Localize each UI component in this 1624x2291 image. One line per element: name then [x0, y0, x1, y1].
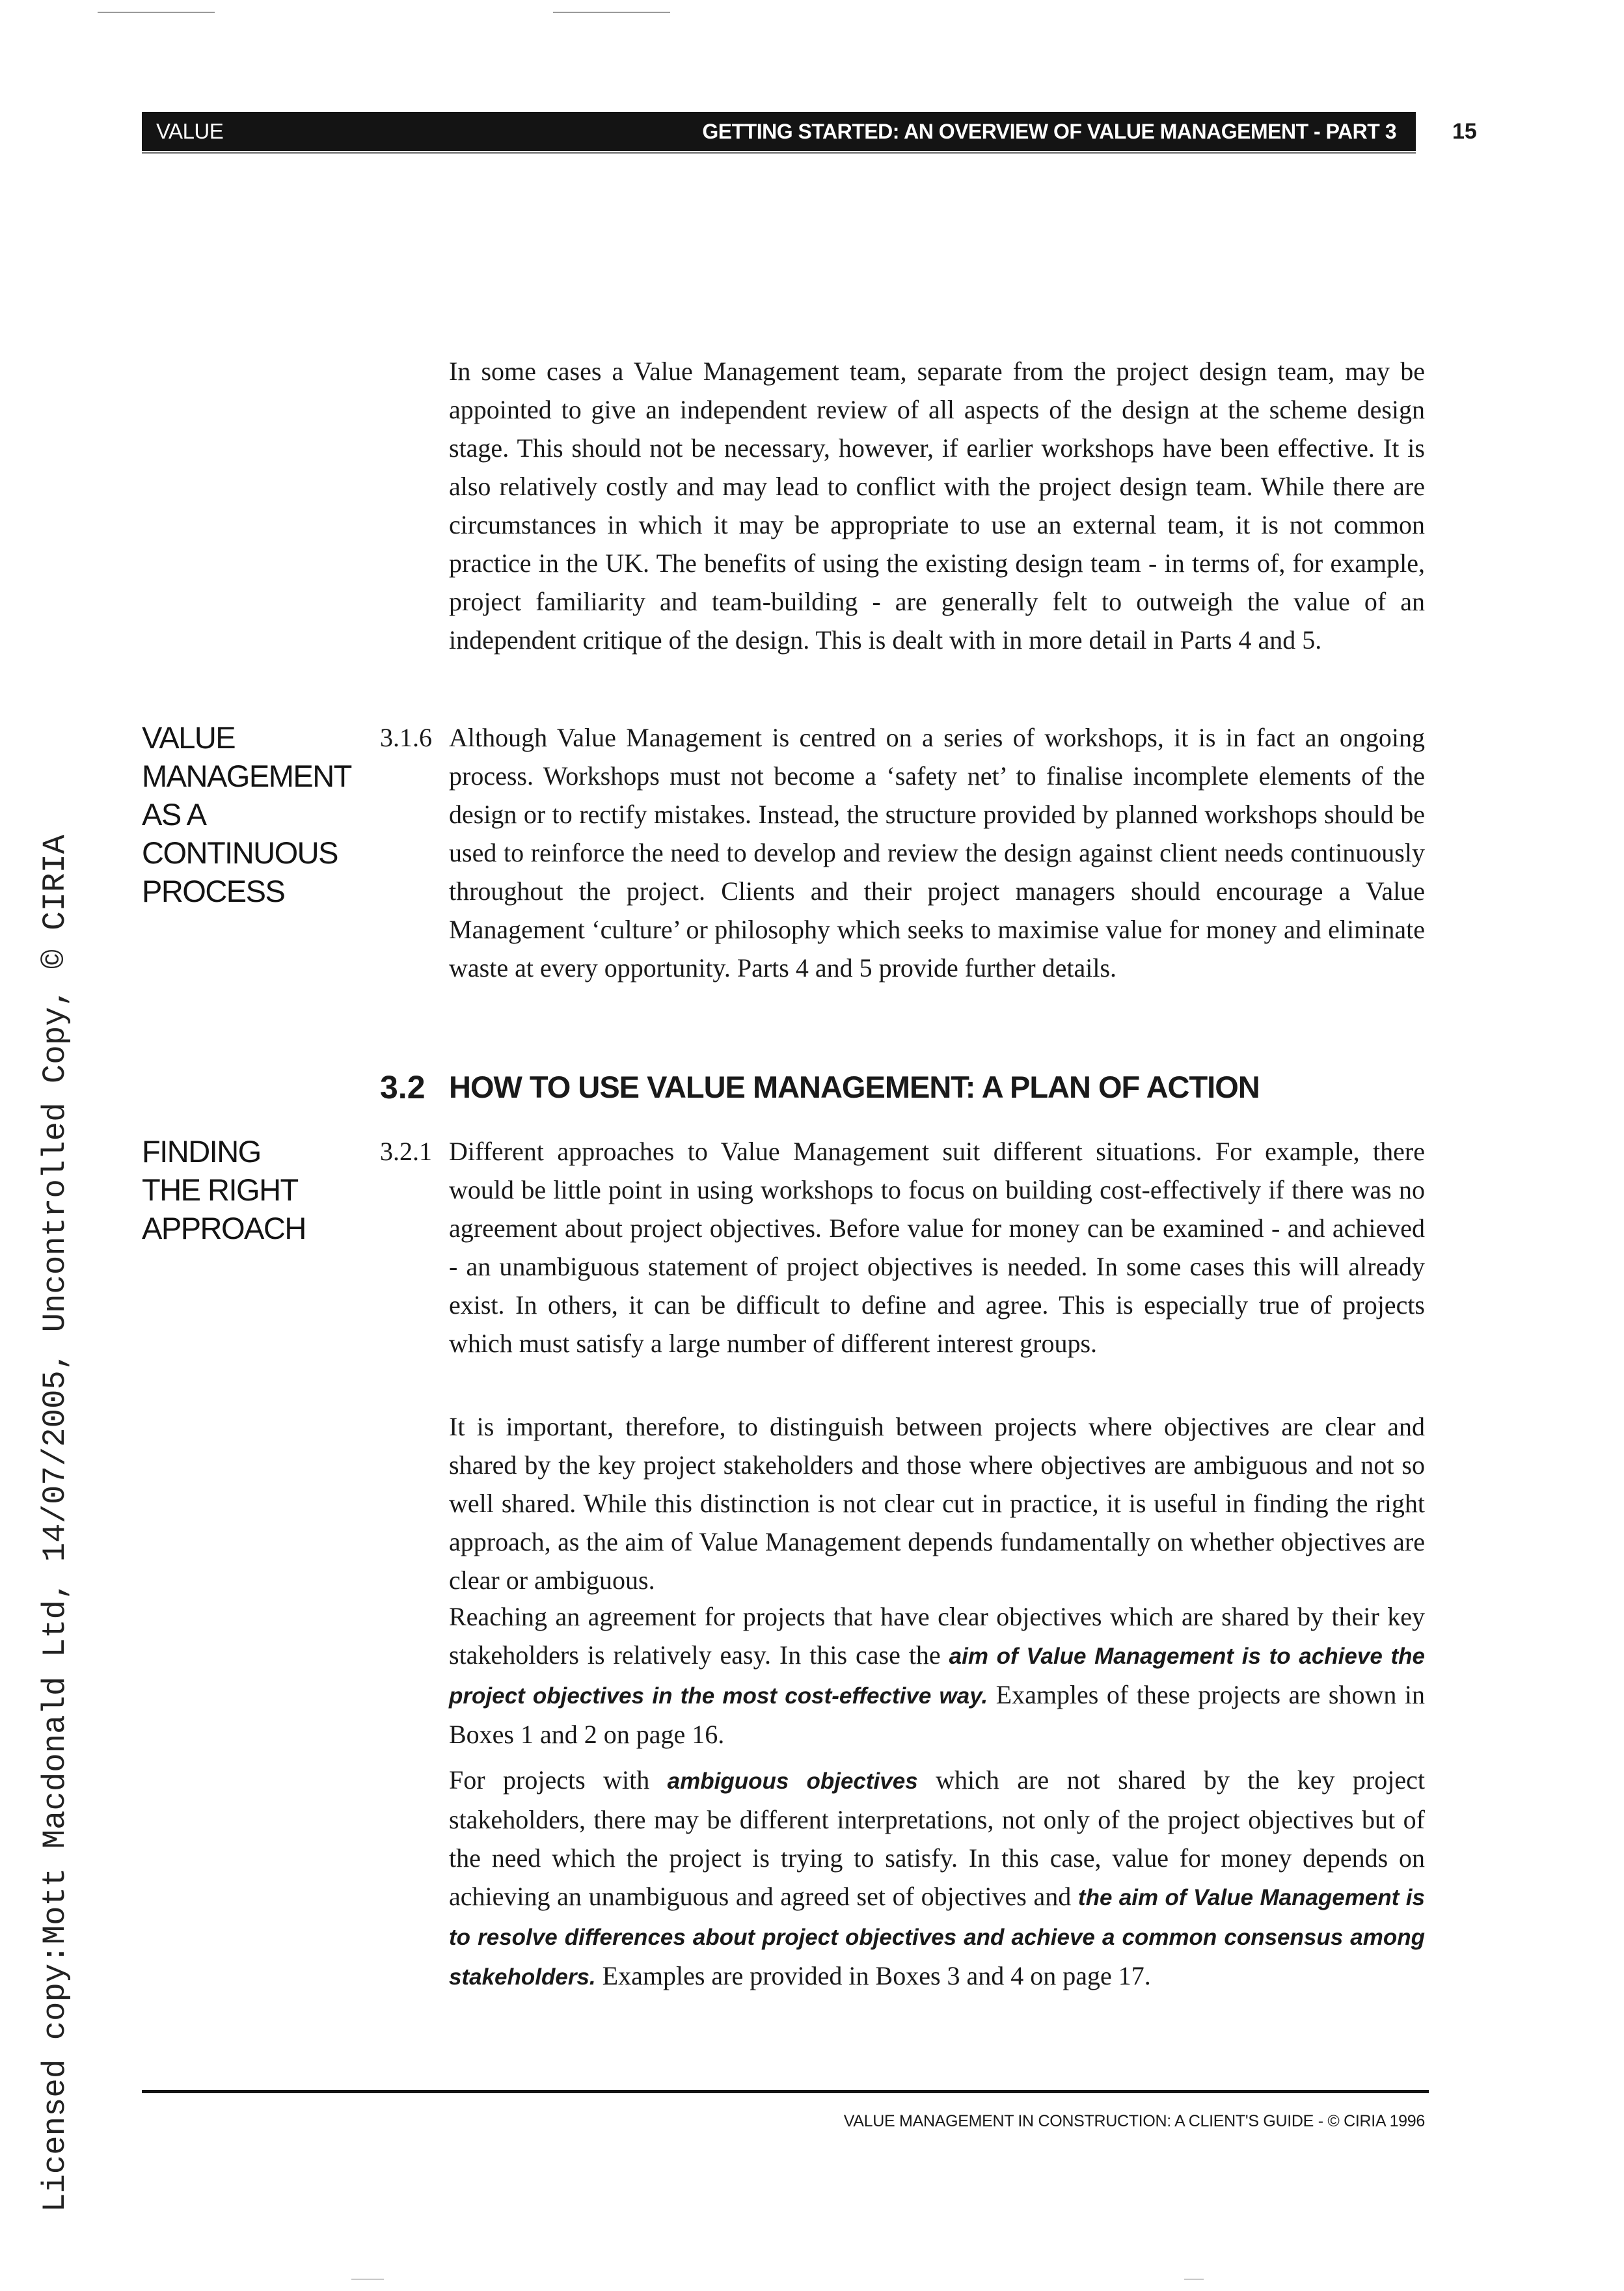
paragraph-ambiguous-objectives: [449, 1761, 1425, 1996]
footer-rule: [142, 2090, 1429, 2093]
scan-mark: [98, 12, 215, 13]
section-3-1-6-text: Although Value Management is centred on a series of workshops, it is in fact an ongoing process. Workshops must not become a ‘safety net’ to finalise incomplete elements of the design or to rectify mistakes. Instead, the structure provided by planned workshops should be used to reinforce the need to develop and review the design against client needs continuously throughout the project. Clients and their project managers should encourage a Value Management ‘culture’ or philosophy which seeks to maximise value for money and eliminate waste at every opportunity. Parts 4 and 5 provide further details.: [449, 723, 1425, 983]
paragraph-text: which are not shared by the key project stakeholders, there may be different interpretations, not only of the project objectives but of the need which the project is trying to satisfy. In this case, value for money depends on achieving an unambiguous and agreed set of objectives and: [449, 1765, 1425, 1911]
scan-mark: [351, 2279, 384, 2280]
scan-mark: [1184, 2279, 1204, 2280]
footer-citation: VALUE MANAGEMENT IN CONSTRUCTION: A CLIENT'S GUIDE - © CIRIA 1996: [843, 2112, 1425, 2130]
header-part-title: GETTING STARTED: AN OVERVIEW OF VALUE MANAGEMENT - PART 3: [360, 112, 1416, 151]
side-heading-line: THE RIGHT: [142, 1173, 298, 1207]
emphasis-text: the aim of Value Management is to resolve differences about project objectives and achieve a common consensus among stakeholders.: [449, 1885, 1425, 1990]
side-heading-line: PROCESS: [142, 874, 285, 908]
side-heading-line: FINDING: [142, 1134, 261, 1169]
paragraph-distinguish-projects: It is important, therefore, to distinguish between projects where objectives are clear and shared by the key project stakeholders and those where objectives are ambiguous and not so well shared. While this distinction is not clear cut in practice, it is useful in finding the right approach, as the aim of Value Management depends fundamentally on whether objectives are clear or ambiguous.: [449, 1412, 1425, 1595]
side-heading-continuous-process: [142, 718, 351, 910]
paragraph-clear-objectives: [449, 1597, 1425, 1754]
page-number: 15: [1452, 119, 1477, 144]
section-number-3-2: 3.2: [380, 1069, 426, 1105]
scan-mark: [553, 12, 670, 13]
side-heading-line: VALUE: [142, 720, 236, 755]
side-heading-line: CONTINUOUS: [142, 835, 338, 870]
header-rule: [142, 152, 1416, 154]
paragraph-text: For projects with: [449, 1765, 668, 1795]
paragraph-text: Examples are provided in Boxes 3 and 4 on page 17.: [595, 1961, 1151, 1990]
license-watermark: Licensed copy:Mott Macdonald Ltd, 14/07/2005, Uncontrolled Copy, © CIRIA: [37, 834, 74, 2212]
section-number-3-1-6: 3.1.6: [380, 723, 432, 752]
side-heading-line: MANAGEMENT: [142, 759, 351, 793]
emphasis-text: aim of Value Management is to achieve the project objectives in the most cost-effective way.: [449, 1644, 1425, 1709]
section-heading-3-2: HOW TO USE VALUE MANAGEMENT: A PLAN OF ACTION: [449, 1070, 1260, 1104]
side-heading-finding-approach: [142, 1132, 306, 1247]
section-3-2-1-text: Different approaches to Value Management suit different situations. For example, there would be little point in using workshops to focus on building cost-effectively if there was no agreement about project objectives. Before value for money can be examined - and achieved - an unambiguous statement of project objectives is needed. In some cases this will already exist. In others, it can be difficult to define and agree. This is especially true of projects which must satisfy a large number of different interest groups.: [449, 1137, 1425, 1358]
paragraph-text: Examples of these projects are shown in Boxes 1 and 2 on page 16.: [449, 1680, 1425, 1749]
side-heading-line: APPROACH: [142, 1211, 306, 1245]
emphasis-text: ambiguous objectives: [667, 1769, 918, 1794]
paragraph-text: Reaching an agreement for projects that have clear objectives which are shared by their key stakeholders is relatively easy. In this case the: [449, 1602, 1425, 1670]
section-number-3-2-1: 3.2.1: [380, 1137, 432, 1166]
side-heading-line: AS A: [142, 797, 206, 832]
intro-paragraph: In some cases a Value Management team, separate from the project design team, may be appointed to give an independent review of all aspects of the design at the scheme design stage. This should not be necessary, however, if earlier workshops have been effective. It is also relatively costly and may lead to conflict with the project design team. While there are circumstances in which it may be appropriate to use an external team, it is not common practice in the UK. The benefits of using the existing design team - in terms of, for example, project familiarity and team-building - are generally felt to outweigh the value of an independent critique of the design. This is dealt with in more detail in Parts 4 and 5.: [449, 357, 1425, 655]
header-section-title: VALUE MANAGEMENT: [142, 112, 360, 151]
